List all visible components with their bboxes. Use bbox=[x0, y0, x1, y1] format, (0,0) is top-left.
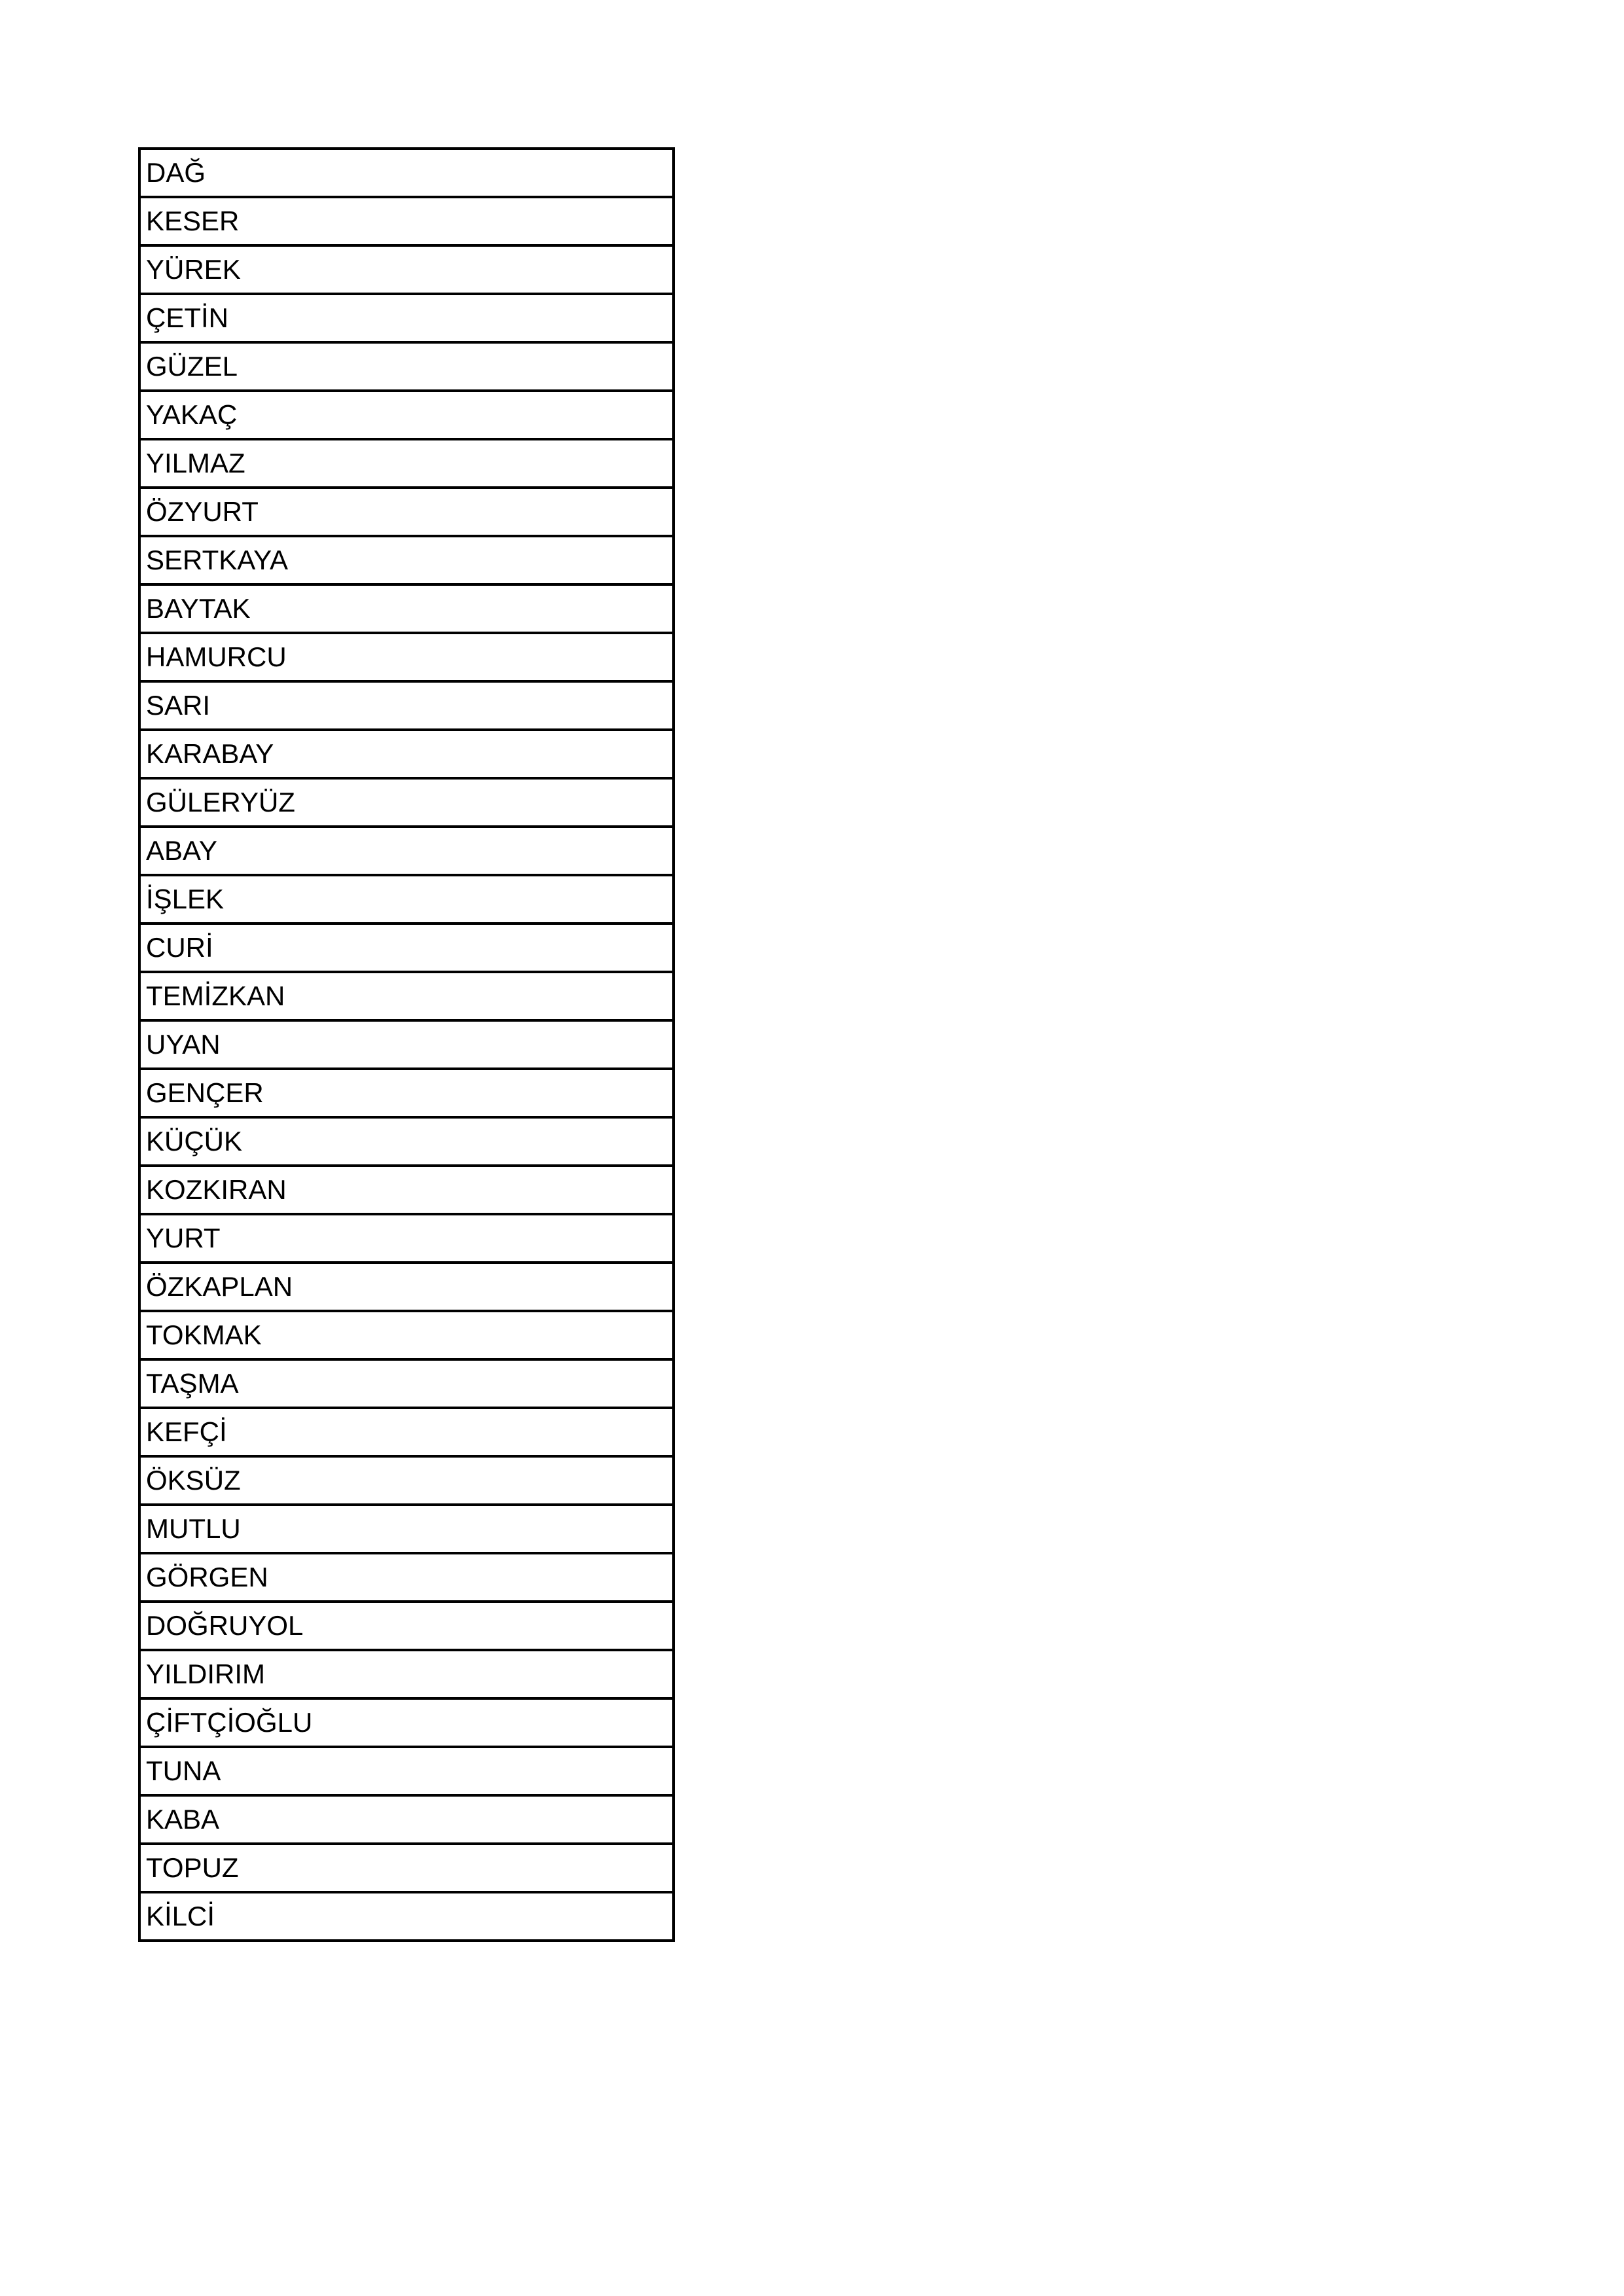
surname-cell: YURT bbox=[139, 1214, 674, 1263]
table-row bbox=[139, 488, 674, 536]
table-row bbox=[139, 391, 674, 439]
surname-cell: KARABAY bbox=[139, 730, 674, 778]
table-row bbox=[139, 827, 674, 875]
surname-cell: KEFÇİ bbox=[139, 1408, 674, 1456]
table-row bbox=[139, 1456, 674, 1505]
table-row bbox=[139, 1602, 674, 1650]
surname-cell: ÇİFTÇİOĞLU bbox=[139, 1698, 674, 1747]
table-row bbox=[139, 1505, 674, 1553]
surname-cell: KABA bbox=[139, 1795, 674, 1844]
surname-table-body bbox=[139, 149, 674, 1941]
surname-cell: TUNA bbox=[139, 1747, 674, 1795]
surname-cell: GÖRGEN bbox=[139, 1553, 674, 1602]
surname-cell: SARI bbox=[139, 681, 674, 730]
surname-cell: CURİ bbox=[139, 924, 674, 972]
surname-cell: KÜÇÜK bbox=[139, 1117, 674, 1166]
surname-cell: YAKAÇ bbox=[139, 391, 674, 439]
table-row bbox=[139, 1214, 674, 1263]
surname-cell: YILDIRIM bbox=[139, 1650, 674, 1698]
surname-table bbox=[138, 147, 675, 1942]
table-row bbox=[139, 1844, 674, 1892]
table-row bbox=[139, 245, 674, 294]
table-row bbox=[139, 875, 674, 924]
table-row bbox=[139, 633, 674, 681]
surname-cell: DAĞ bbox=[139, 149, 674, 197]
table-row bbox=[139, 149, 674, 197]
surname-cell: ÇETİN bbox=[139, 294, 674, 342]
table-row bbox=[139, 439, 674, 488]
table-row bbox=[139, 1069, 674, 1117]
table-row bbox=[139, 294, 674, 342]
surname-cell: SERTKAYA bbox=[139, 536, 674, 584]
table-row bbox=[139, 1311, 674, 1359]
table-row bbox=[139, 197, 674, 245]
surname-cell: MUTLU bbox=[139, 1505, 674, 1553]
surname-cell: ÖZKAPLAN bbox=[139, 1263, 674, 1311]
surname-cell: DOĞRUYOL bbox=[139, 1602, 674, 1650]
surname-cell: KESER bbox=[139, 197, 674, 245]
table-row bbox=[139, 1747, 674, 1795]
table-row bbox=[139, 1117, 674, 1166]
surname-cell: TEMİZKAN bbox=[139, 972, 674, 1020]
surname-cell: BAYTAK bbox=[139, 584, 674, 633]
surname-cell: YILMAZ bbox=[139, 439, 674, 488]
surname-cell: TAŞMA bbox=[139, 1359, 674, 1408]
surname-cell: TOKMAK bbox=[139, 1311, 674, 1359]
table-row bbox=[139, 1166, 674, 1214]
table-row bbox=[139, 972, 674, 1020]
table-row bbox=[139, 1553, 674, 1602]
surname-cell: KOZKIRAN bbox=[139, 1166, 674, 1214]
surname-cell: KİLCİ bbox=[139, 1892, 674, 1941]
table-row bbox=[139, 1020, 674, 1069]
surname-cell: ABAY bbox=[139, 827, 674, 875]
table-row bbox=[139, 730, 674, 778]
table-row bbox=[139, 924, 674, 972]
table-row bbox=[139, 1359, 674, 1408]
surname-cell: İŞLEK bbox=[139, 875, 674, 924]
surname-cell: TOPUZ bbox=[139, 1844, 674, 1892]
surname-cell: UYAN bbox=[139, 1020, 674, 1069]
table-row bbox=[139, 536, 674, 584]
surname-cell: ÖZYURT bbox=[139, 488, 674, 536]
table-row bbox=[139, 778, 674, 827]
surname-cell: GÜZEL bbox=[139, 342, 674, 391]
surname-cell: ÖKSÜZ bbox=[139, 1456, 674, 1505]
table-row bbox=[139, 342, 674, 391]
table-row bbox=[139, 1795, 674, 1844]
table-row bbox=[139, 1263, 674, 1311]
surname-cell: GÜLERYÜZ bbox=[139, 778, 674, 827]
surname-cell: HAMURCU bbox=[139, 633, 674, 681]
table-row bbox=[139, 1650, 674, 1698]
table-row bbox=[139, 1698, 674, 1747]
table-row bbox=[139, 1892, 674, 1941]
table-row bbox=[139, 681, 674, 730]
surname-cell: GENÇER bbox=[139, 1069, 674, 1117]
table-row bbox=[139, 1408, 674, 1456]
table-row bbox=[139, 584, 674, 633]
surname-cell: YÜREK bbox=[139, 245, 674, 294]
